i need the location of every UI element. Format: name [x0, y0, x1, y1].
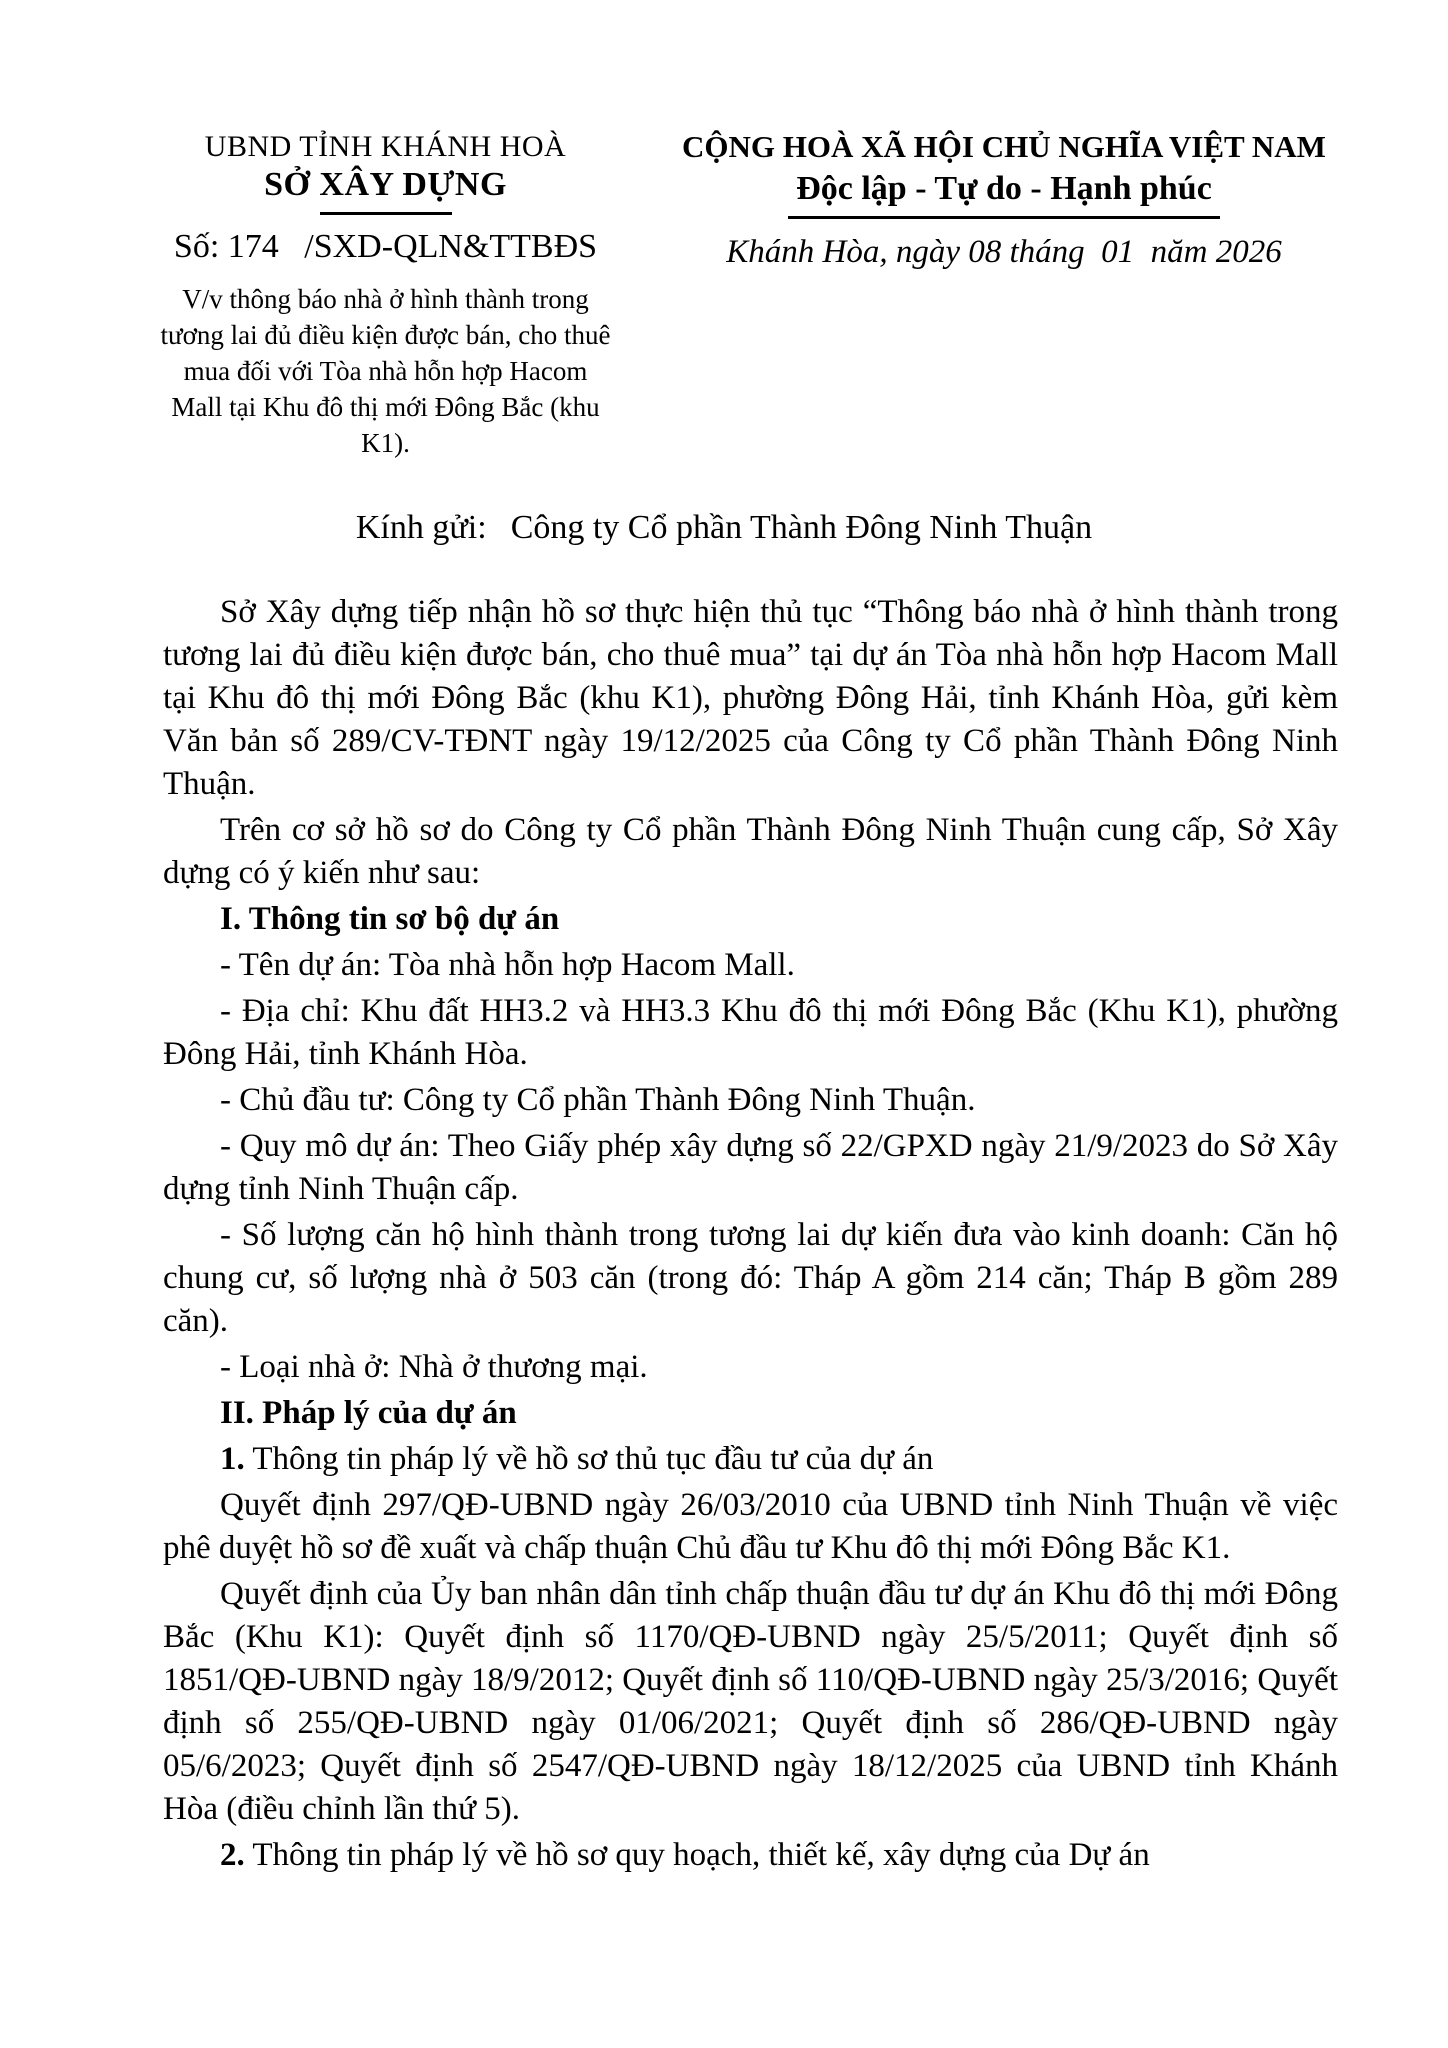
section-1-heading: I. Thông tin sơ bộ dự án	[220, 901, 560, 937]
subsection-2-number: 2.	[220, 1837, 245, 1873]
section-2-heading: II. Pháp lý của dự án	[220, 1395, 517, 1431]
national-header-block	[670, 128, 1338, 271]
paragraph-intro: Sở Xây dựng tiếp nhận hồ sơ thực hiện thủ tục “Thông báo nhà ở hình thành trong tương lai đủ điều kiện được bán, cho thuê mua” tại dự án Tòa nhà hỗn hợp Hacom Mall tại Khu đô thị mới Đông Bắc (khu K1), phường Đông Hải, tỉnh Khánh Hòa, gửi kèm Văn bản số 289/CV-TĐNT ngày 19/12/2025 của Công ty Cổ phần Thành Đông Ninh Thuận.	[163, 594, 1338, 802]
item-investor: - Chủ đầu tư: Công ty Cổ phần Thành Đông Ninh Thuận.	[220, 1082, 976, 1118]
document-body	[163, 591, 1338, 1877]
subsection-2-title: Thông tin pháp lý về hồ sơ quy hoạch, thiết kế, xây dựng của Dự án	[244, 1837, 1150, 1873]
subsection-1-title: Thông tin pháp lý về hồ sơ thủ tục đầu tư của dự án	[244, 1441, 934, 1477]
paragraph-basis: Trên cơ sở hồ sơ do Công ty Cổ phần Thành Đông Ninh Thuận cung cấp, Sở Xây dựng có ý kiến như sau:	[163, 812, 1338, 891]
item-address: - Địa chỉ: Khu đất HH3.2 và HH3.3 Khu đô thị mới Đông Bắc (Khu K1), phường Đông Hải, tỉnh Khánh Hòa.	[163, 993, 1338, 1072]
motto-wrapper	[670, 166, 1338, 219]
country-title: CỘNG HOÀ XÃ HỘI CHỦ NGHĨA VIỆT NAM	[682, 129, 1326, 164]
document-number: Số: 174 /SXD-QLN&TTBĐS	[173, 228, 598, 265]
item-project-name: - Tên dự án: Tòa nhà hỗn hợp Hacom Mall.	[220, 947, 795, 983]
paragraph-decision-list: Quyết định của Ủy ban nhân dân tỉnh chấp thuận đầu tư dự án Khu đô thị mới Đông Bắc (Khu K1): Quyết định số 1170/QĐ-UBND ngày 25/5/2011; Quyết định số 1851/QĐ-UBND ngày 18/9/2012; Quyết định số 110/QĐ-UBND ngày 25/3/2016; Quyết định số 255/QĐ-UBND ngày 01/06/2021; Quyết định số 286/QĐ-UBND ngày 05/6/2023; Quyết định số 2547/QĐ-UBND ngày 18/12/2025 của UBND tỉnh Khánh Hòa (điều chỉnh lần thứ 5).	[163, 1576, 1338, 1827]
item-housing-type: - Loại nhà ở: Nhà ở thương mại.	[220, 1349, 648, 1385]
subsection-1-heading	[163, 1438, 1338, 1481]
issuing-agency-block	[148, 128, 623, 461]
place-date-line: Khánh Hòa, ngày 08 tháng 01 năm 2026	[726, 234, 1282, 270]
paragraph-decision-297: Quyết định 297/QĐ-UBND ngày 26/03/2010 của UBND tỉnh Ninh Thuận về việc phê duyệt hồ sơ đề xuất và chấp thuận Chủ đầu tư Khu đô thị mới Đông Bắc K1.	[163, 1487, 1338, 1566]
recipient-line	[0, 507, 1448, 549]
recipient-name: Công ty Cổ phần Thành Đông Ninh Thuận	[510, 509, 1093, 546]
recipient-label: Kính gửi:	[355, 509, 487, 546]
item-apartment-count: - Số lượng căn hộ hình thành trong tương lai dự kiến đưa vào kinh doanh: Căn hộ chung cư, số lượng nhà ở 503 căn (trong đó: Tháp A gồm 214 căn; Tháp B gồm 289 căn).	[163, 1217, 1338, 1339]
agency-parent-name: UBND TỈNH KHÁNH HOÀ	[204, 130, 567, 163]
subsection-1-number: 1.	[220, 1441, 245, 1477]
agency-name: SỞ XÂY DỰNG	[264, 166, 507, 203]
subsection-2-heading	[163, 1834, 1338, 1877]
item-project-scale: - Quy mô dự án: Theo Giấy phép xây dựng số 22/GPXD ngày 21/9/2023 do Sở Xây dựng tỉnh Ninh Thuận cấp.	[163, 1128, 1338, 1207]
document-subject: V/v thông báo nhà ở hình thành trong tương lai đủ điều kiện được bán, cho thuê mua đối với Tòa nhà hỗn hợp Hacom Mall tại Khu đô thị mới Đông Bắc (khu K1).	[160, 284, 611, 458]
document-header	[0, 0, 1448, 461]
agency-underline-rule	[320, 212, 452, 215]
national-motto: Độc lập - Tự do - Hạnh phúc	[788, 169, 1220, 219]
